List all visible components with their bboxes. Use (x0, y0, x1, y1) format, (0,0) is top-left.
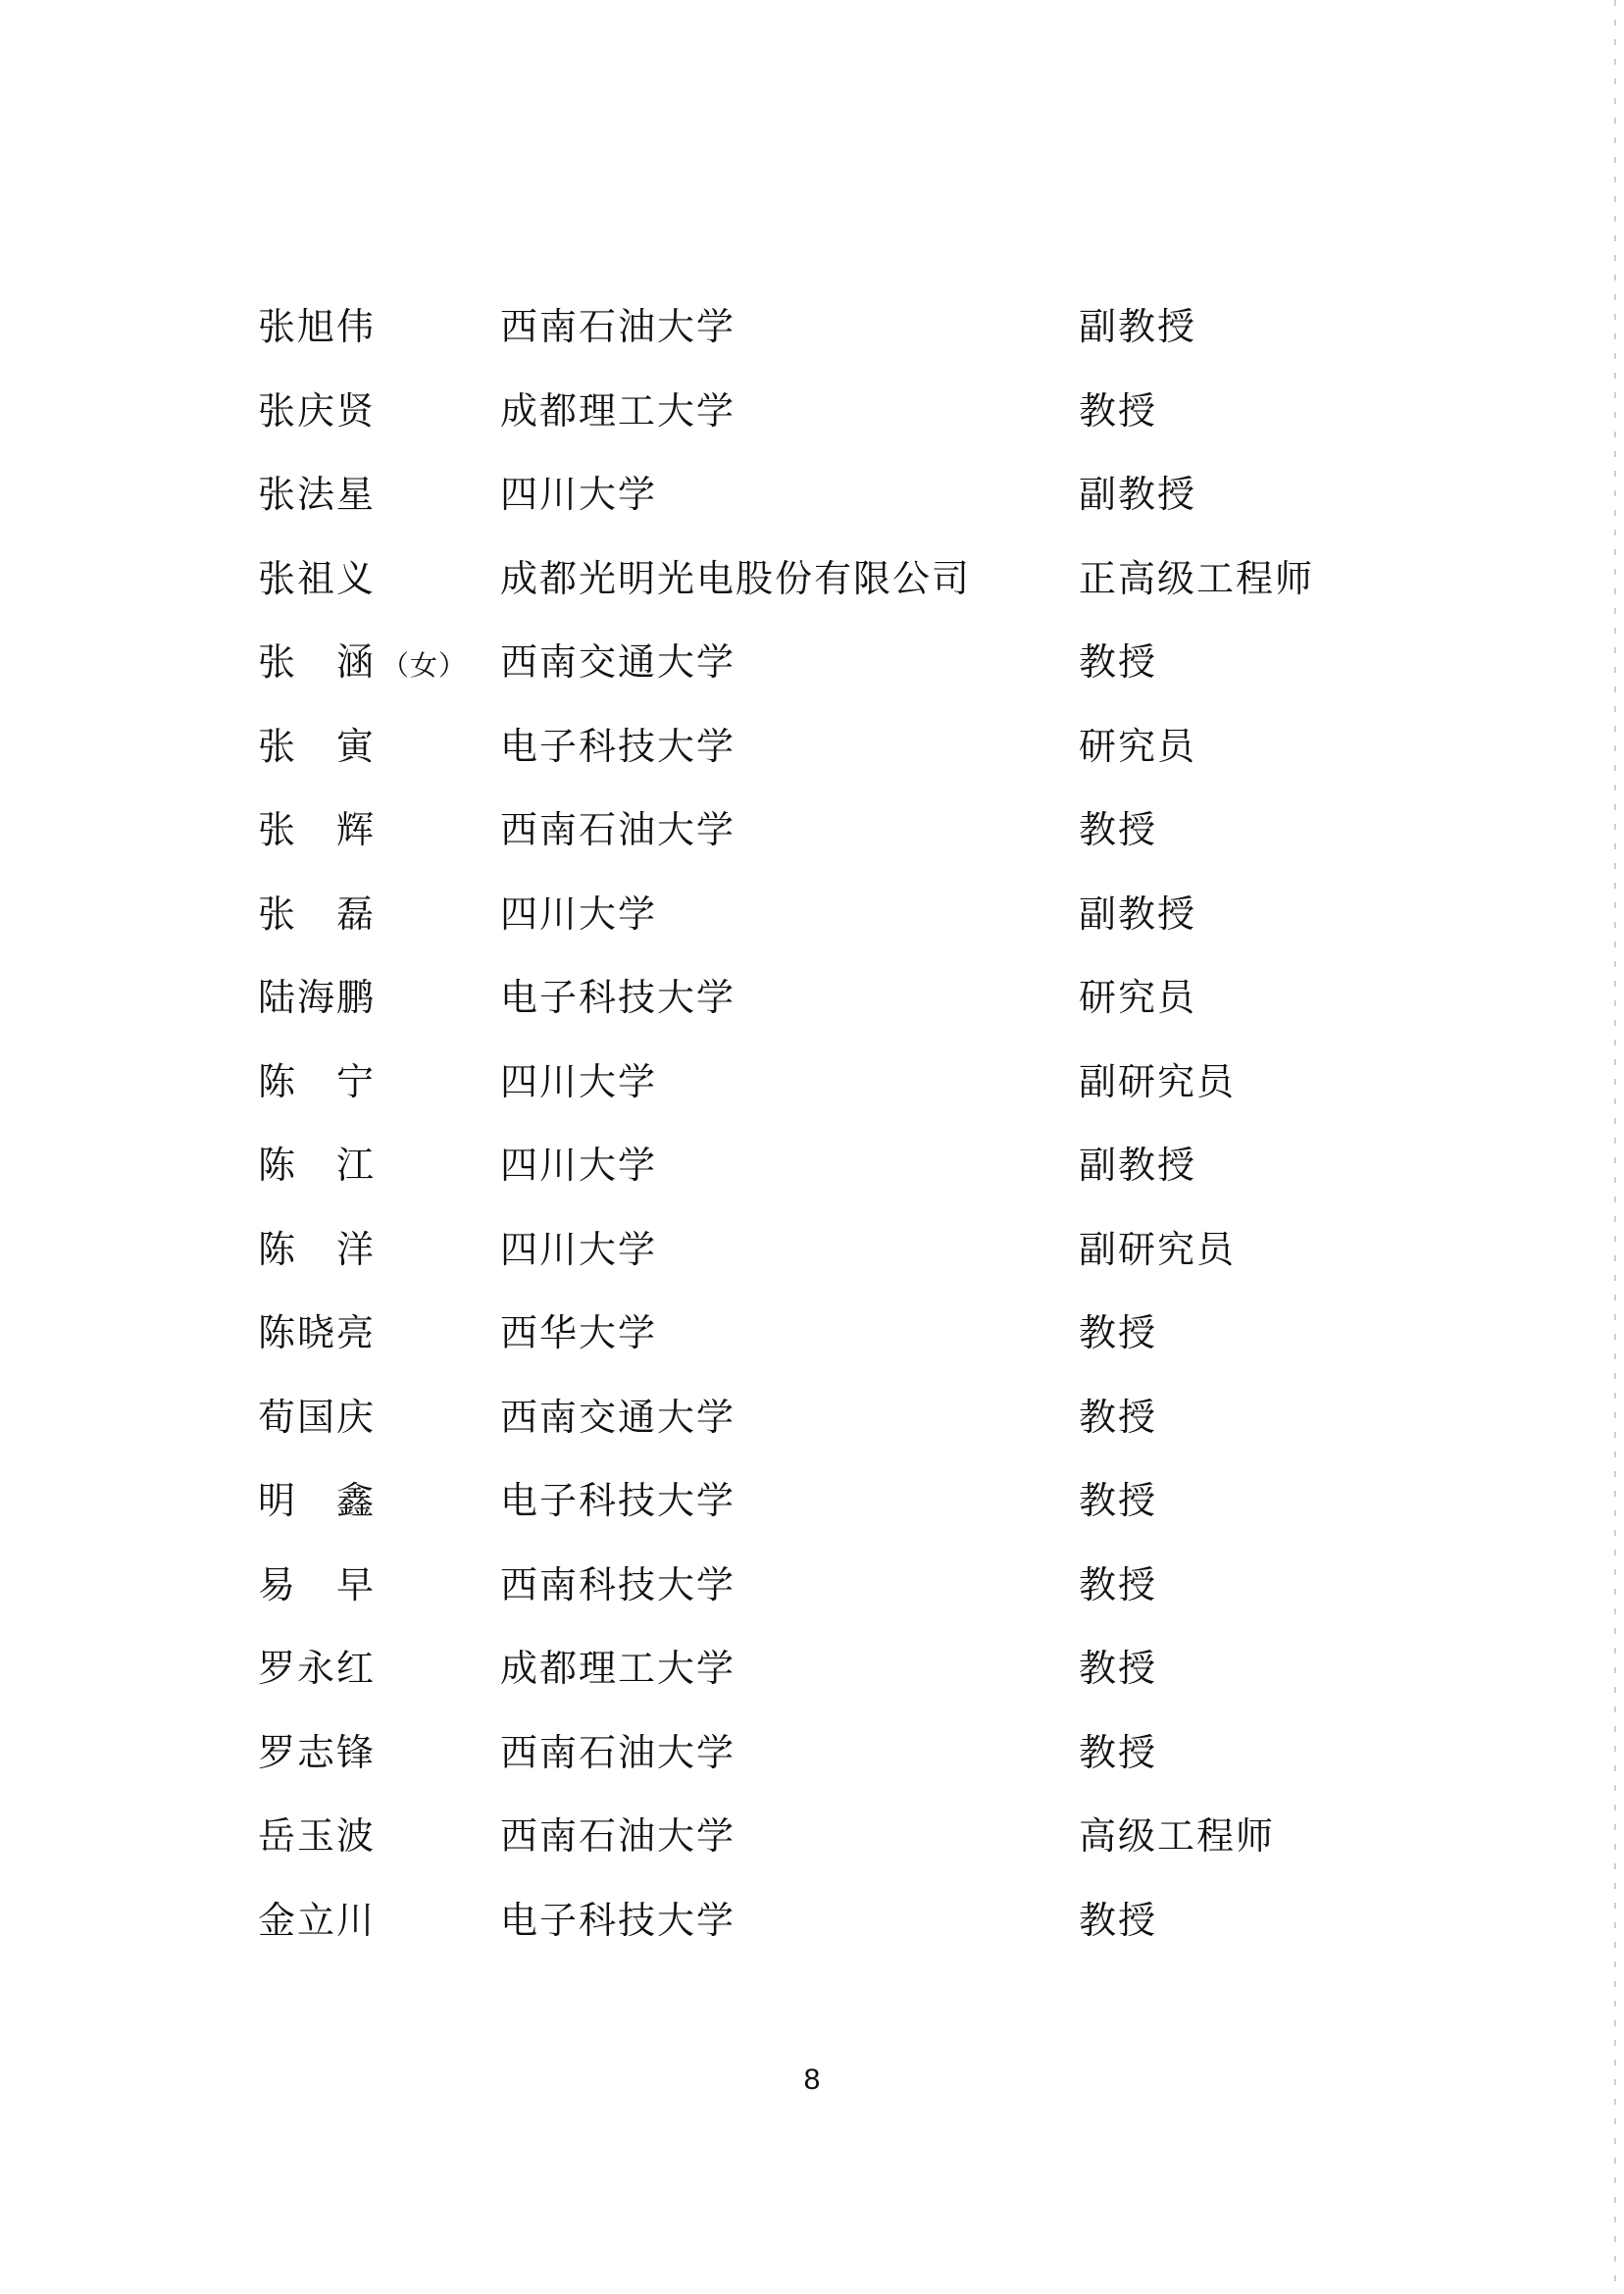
person-title: 副教授 (1079, 473, 1197, 516)
person-name-text: 明 鑫 (258, 1479, 377, 1522)
person-name (258, 465, 376, 524)
list-item (0, 1471, 1624, 1555)
list-item (0, 549, 1624, 634)
person-title: 研究员 (1079, 724, 1197, 768)
person-title: 教授 (1079, 1311, 1158, 1354)
person-title: 教授 (1079, 388, 1158, 433)
person-organization: 西南石油大学 (500, 1730, 736, 1774)
person-title: 副教授 (1079, 1144, 1197, 1187)
list-item (0, 1723, 1624, 1808)
person-organization: 电子科技大学 (500, 976, 736, 1019)
list-item (0, 633, 1624, 717)
person-name-text: 岳玉波 (258, 1814, 377, 1858)
person-name-text: 张旭伟 (258, 305, 377, 348)
person-name (258, 1891, 376, 1950)
person-title: 副研究员 (1079, 1059, 1237, 1103)
list-item (0, 1220, 1624, 1304)
person-organization: 四川大学 (500, 1227, 658, 1271)
list-item (0, 885, 1624, 969)
person-title: 副研究员 (1079, 1227, 1237, 1271)
person-organization: 四川大学 (500, 473, 658, 516)
person-name (258, 1303, 376, 1362)
person-title: 教授 (1079, 1395, 1158, 1439)
person-name-text: 张庆贤 (258, 388, 377, 433)
list-item (0, 382, 1624, 466)
person-name (258, 633, 467, 695)
list-item (0, 1807, 1624, 1891)
person-organization: 西南石油大学 (500, 305, 736, 348)
person-title: 正高级工程师 (1079, 556, 1315, 600)
person-name (258, 717, 376, 776)
person-title: 研究员 (1079, 976, 1197, 1019)
person-organization: 四川大学 (500, 1059, 658, 1103)
person-organization: 电子科技大学 (500, 724, 736, 768)
person-name-text: 罗志锋 (258, 1730, 377, 1774)
person-name (258, 382, 376, 440)
person-name (258, 968, 376, 1027)
person-organization: 四川大学 (500, 1144, 658, 1187)
person-name-text: 陆海鹏 (258, 976, 377, 1019)
person-name-text: 张祖义 (258, 556, 377, 600)
scan-edge-mark (1614, 0, 1616, 2294)
list-item (0, 1136, 1624, 1220)
person-name-text: 张 寅 (258, 724, 377, 768)
list-item (0, 717, 1624, 801)
person-organization: 四川大学 (500, 892, 658, 936)
person-organization: 成都理工大学 (500, 1647, 736, 1690)
person-name (258, 800, 376, 859)
person-name-text: 张 辉 (258, 808, 377, 851)
person-name-text: 陈晓亮 (258, 1311, 377, 1354)
person-name-text: 张法星 (258, 473, 377, 516)
person-name (258, 1723, 376, 1782)
person-name (258, 1388, 376, 1447)
list-item (0, 800, 1624, 885)
person-organization: 西南交通大学 (500, 1395, 736, 1439)
person-title: 高级工程师 (1079, 1814, 1276, 1858)
list-item (0, 1303, 1624, 1388)
person-name-text: 张 涵 (258, 640, 377, 684)
person-name-text: 金立川 (258, 1898, 377, 1942)
person-name-text: 荀国庆 (258, 1395, 377, 1439)
person-title: 教授 (1079, 1647, 1158, 1690)
list-item (0, 1639, 1624, 1723)
person-organization: 电子科技大学 (500, 1898, 736, 1942)
person-name (258, 1555, 376, 1614)
person-name (258, 885, 376, 943)
person-title: 教授 (1079, 1730, 1158, 1774)
person-name (258, 1136, 376, 1195)
person-name (258, 1639, 376, 1698)
person-organization: 电子科技大学 (500, 1479, 736, 1522)
person-name-text: 张 磊 (258, 892, 377, 936)
person-organization: 西南石油大学 (500, 808, 736, 851)
person-organization: 成都理工大学 (500, 388, 736, 433)
person-name (258, 1807, 376, 1865)
person-name (258, 1220, 376, 1279)
list-item (0, 297, 1624, 382)
person-organization: 西南科技大学 (500, 1562, 736, 1606)
personnel-list (0, 297, 1624, 1974)
person-name-text: 陈 江 (258, 1144, 377, 1187)
person-organization: 西南石油大学 (500, 1814, 736, 1858)
person-title: 教授 (1079, 808, 1158, 851)
person-name (258, 549, 376, 608)
person-name-text: 陈 宁 (258, 1059, 377, 1103)
person-name-text: 罗永红 (258, 1647, 377, 1690)
person-organization: 成都光明光电股份有限公司 (500, 556, 972, 600)
person-title: 副教授 (1079, 892, 1197, 936)
list-item (0, 1891, 1624, 1975)
person-title: 教授 (1079, 1898, 1158, 1942)
list-item (0, 1052, 1624, 1137)
page-number: 8 (803, 2064, 821, 2096)
person-organization: 西华大学 (500, 1311, 658, 1354)
list-item (0, 1388, 1624, 1472)
person-name-text: 易 早 (258, 1562, 377, 1606)
person-name (258, 1471, 376, 1530)
person-title: 教授 (1079, 1562, 1158, 1606)
person-name (258, 1052, 376, 1111)
person-title: 教授 (1079, 640, 1158, 684)
list-item (0, 1555, 1624, 1640)
person-organization: 西南交通大学 (500, 640, 736, 684)
list-item (0, 968, 1624, 1052)
person-title: 副教授 (1079, 305, 1197, 348)
person-name-text: 陈 洋 (258, 1227, 377, 1271)
gender-note: （女） (381, 649, 468, 682)
person-title: 教授 (1079, 1479, 1158, 1522)
list-item (0, 465, 1624, 549)
person-name (258, 297, 376, 356)
